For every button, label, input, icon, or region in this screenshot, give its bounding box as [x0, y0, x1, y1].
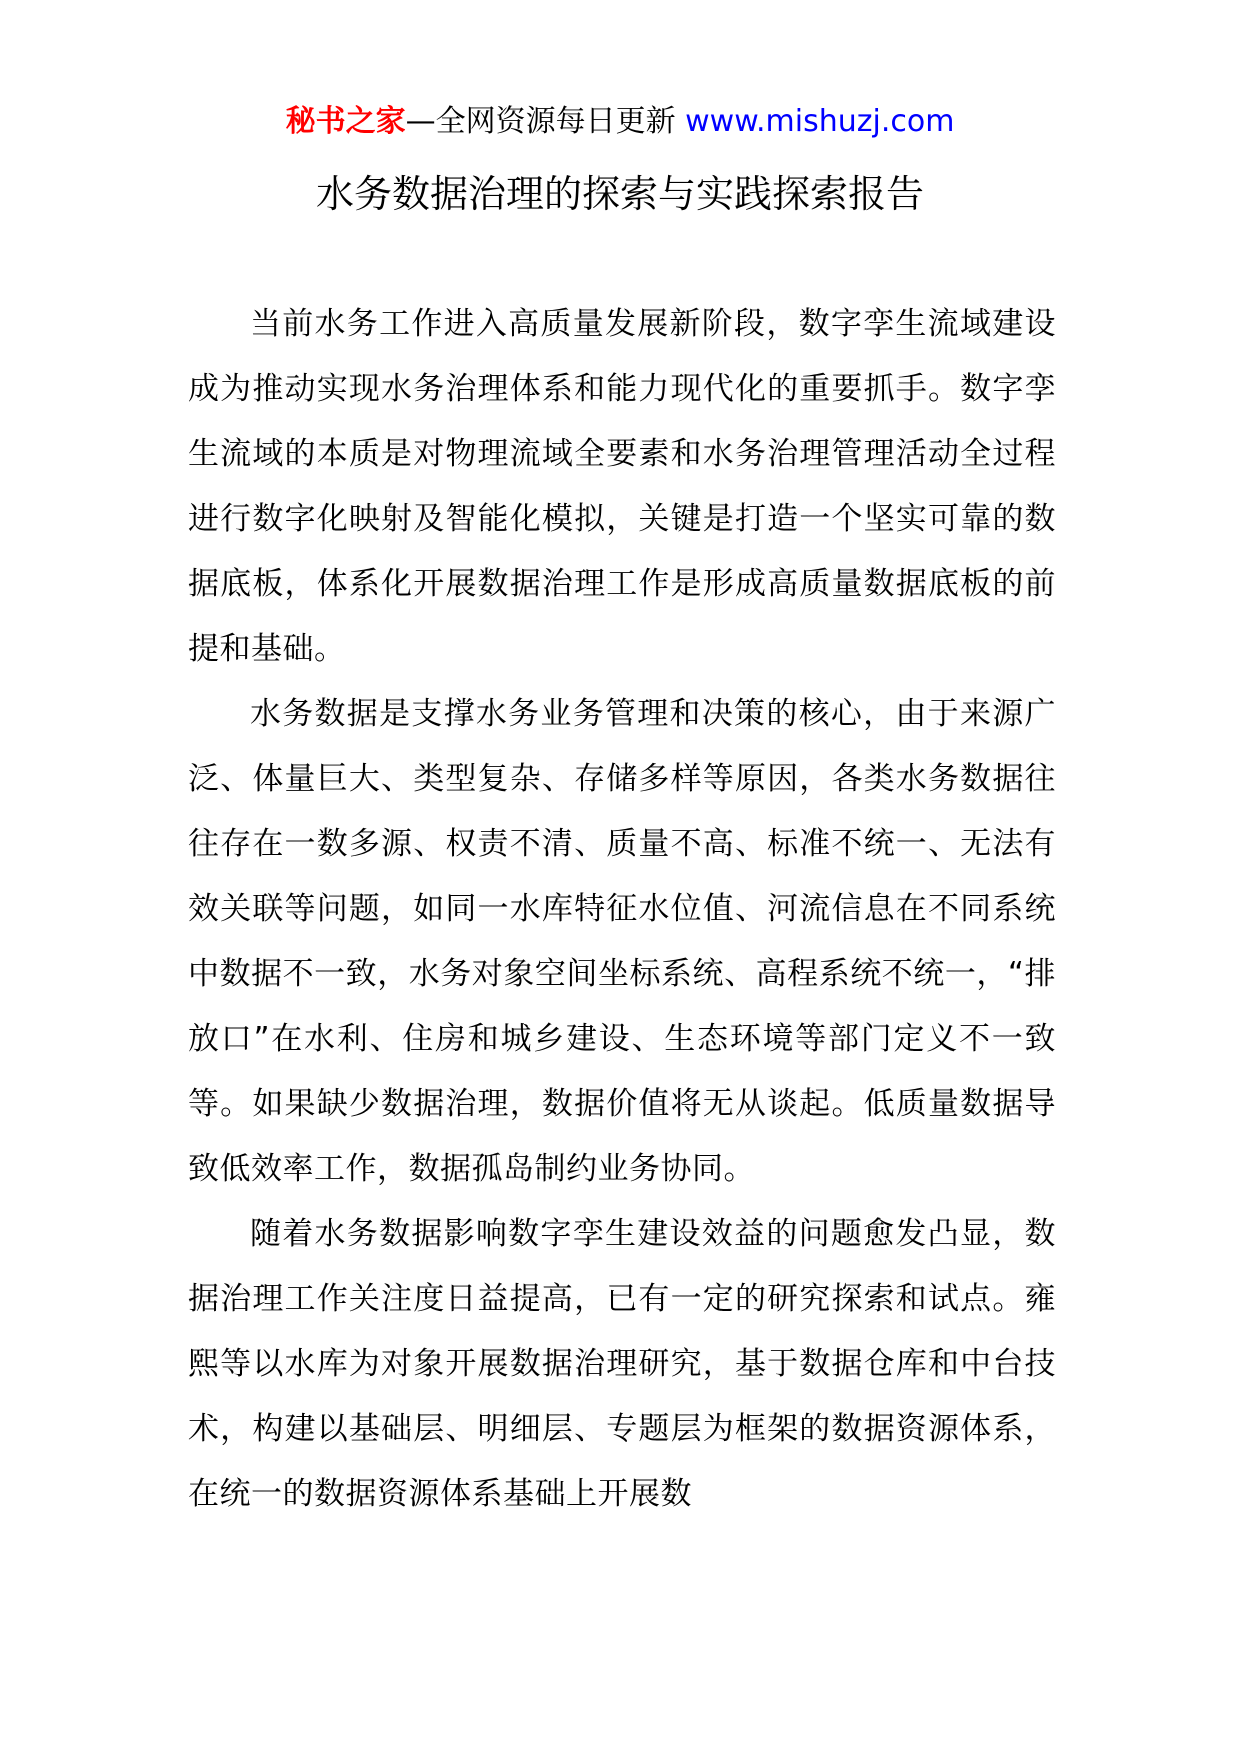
- paragraph-3: 随着水务数据影响数字孪生建设效益的问题愈发凸显，数据治理工作关注度日益提高，已有一定的研究探索和试点。雍熙等以水库为对象开展数据治理研究，基于数据仓库和中台技术，构建以基础层、明细层、专题层为框架的数据资源体系，在统一的数据资源体系基础上开展数: [188, 1216, 1056, 1512]
- site-url-link[interactable]: www.mishuzj.com: [685, 104, 955, 139]
- brand-name: 秘书之家: [285, 104, 406, 139]
- header-tagline: —全网资源每日更新: [405, 104, 676, 139]
- site-header: [0, 100, 1240, 144]
- paragraph-1: 当前水务工作进入高质量发展新阶段，数字孪生流域建设成为推动实现水务治理体系和能力现代化的重要抓手。数字孪生流域的本质是对物理流域全要素和水务治理管理活动全过程进行数字化映射及智能化模拟，关键是打造一个坚实可靠的数据底板，体系化开展数据治理工作是形成高质量数据底板的前提和基础。: [188, 306, 1056, 667]
- document-body: [188, 292, 1056, 1527]
- paragraph-2: 水务数据是支撑水务业务管理和决策的核心，由于来源广泛、体量巨大、类型复杂、存储多样等原因，各类水务数据往往存在一数多源、权责不清、质量不高、标准不统一、无法有效关联等问题，如同一水库特征水位值、河流信息在不同系统中数据不一致，水务对象空间坐标系统、高程系统不统一，“排放口”在水利、住房和城乡建设、生态环境等部门定义不一致等。如果缺少数据治理，数据价值将无从谈起。低质量数据导致低效率工作，数据孤岛制约业务协同。: [188, 696, 1056, 1187]
- document-title: 水务数据治理的探索与实践探索报告: [315, 172, 924, 216]
